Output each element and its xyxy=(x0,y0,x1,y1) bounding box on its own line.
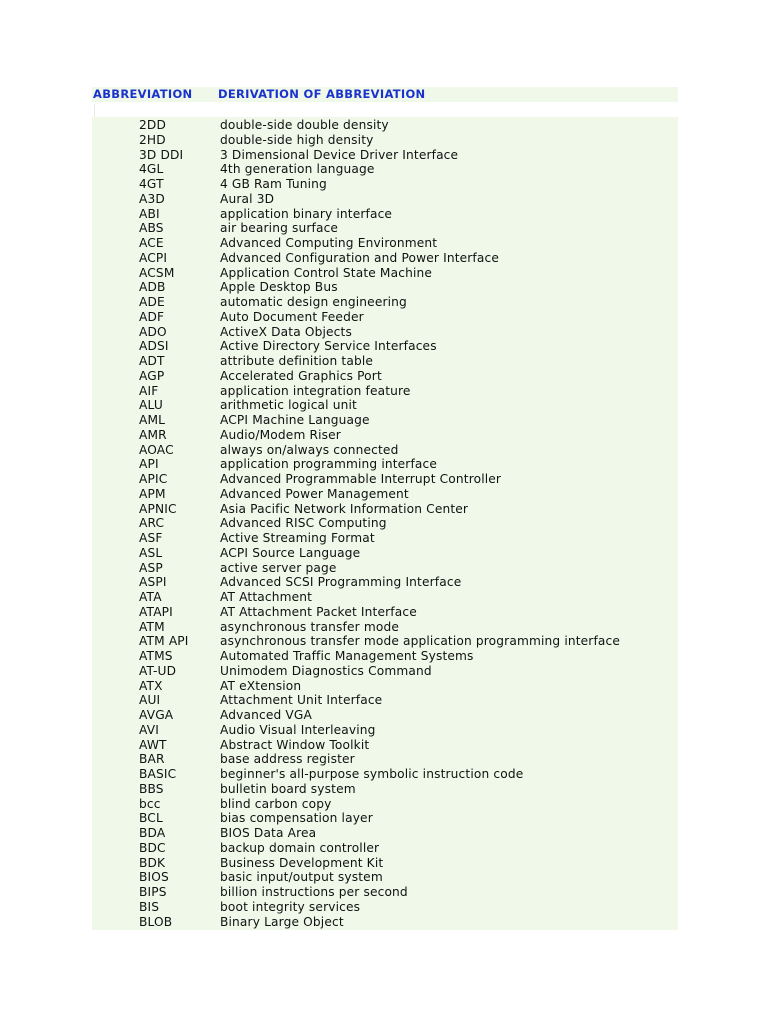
abbreviation-cell: BDA xyxy=(139,826,166,840)
derivation-cell: asynchronous transfer mode application programming interface xyxy=(220,634,621,649)
table-row xyxy=(92,251,678,266)
abbreviation-cell: 2DD xyxy=(139,118,166,132)
abbreviation-cell: ACPI xyxy=(139,250,168,265)
table-row xyxy=(92,266,678,281)
abbreviation-cell: BAR xyxy=(139,752,165,767)
table-row xyxy=(92,295,678,310)
table-row xyxy=(92,797,678,812)
derivation-cell: 4th generation language xyxy=(220,162,375,177)
derivation-cell: Application Control State Machine xyxy=(220,265,433,280)
abbreviation-cell: AVI xyxy=(139,722,159,737)
derivation-cell: active server page xyxy=(220,560,337,575)
table-row xyxy=(92,221,678,236)
derivation-cell: Active Streaming Format xyxy=(220,531,375,545)
derivation-cell: Unimodem Diagnostics Command xyxy=(220,663,432,678)
derivation-cell: 3 Dimensional Device Driver Interface xyxy=(220,147,459,162)
abbreviation-cell: 2HD xyxy=(139,132,166,147)
abbreviation-cell: APM xyxy=(139,486,166,501)
table-row xyxy=(92,841,678,856)
abbreviation-cell: 4GL xyxy=(139,162,164,177)
table-row xyxy=(92,192,678,207)
derivation-cell: arithmetic logical unit xyxy=(220,398,357,413)
abbreviation-cell: A3D xyxy=(139,191,165,206)
abbreviation-cell: ASPI xyxy=(139,575,167,590)
derivation-cell: Asia Pacific Network Information Center xyxy=(220,501,469,516)
derivation-cell: double-side double density xyxy=(220,118,389,132)
derivation-cell: automatic design engineering xyxy=(220,295,407,309)
abbreviation-cell: ADSI xyxy=(139,339,169,354)
table-row xyxy=(92,664,678,679)
abbreviation-cell: BIS xyxy=(139,899,160,914)
abbreviation-cell: ADF xyxy=(139,309,165,324)
abbreviation-cell: ADO xyxy=(139,324,167,339)
abbreviation-cell: ABI xyxy=(139,206,160,221)
table-row xyxy=(92,118,678,133)
table-row xyxy=(92,472,678,487)
derivation-cell: Binary Large Object xyxy=(220,914,344,929)
abbreviation-cell: ATM API xyxy=(139,634,189,649)
table-row xyxy=(92,398,678,413)
derivation-cell: beginner's all-purpose symbolic instruction code xyxy=(220,767,524,781)
abbreviation-cell: AMR xyxy=(139,427,167,442)
abbreviation-cell: ATMS xyxy=(139,649,173,663)
abbreviation-cell: AML xyxy=(139,413,166,427)
abbreviation-cell: ASL xyxy=(139,545,163,560)
table-row xyxy=(92,752,678,767)
table-row xyxy=(92,516,678,531)
derivation-cell: billion instructions per second xyxy=(220,885,408,899)
derivation-cell: application integration feature xyxy=(220,383,411,398)
table-row xyxy=(92,590,678,605)
derivation-cell: base address register xyxy=(220,752,355,767)
table-row xyxy=(92,723,678,738)
table-row xyxy=(92,236,678,251)
table-row xyxy=(92,767,678,782)
table-row xyxy=(92,310,678,325)
derivation-cell: attribute definition table xyxy=(220,354,374,368)
table-row xyxy=(92,575,678,590)
abbreviation-cell: APNIC xyxy=(139,501,177,516)
table-row xyxy=(92,413,678,428)
derivation-cell: bias compensation layer xyxy=(220,811,373,826)
table-row xyxy=(92,457,678,472)
abbreviation-cell: AGP xyxy=(139,368,165,383)
abbreviation-cell: ATX xyxy=(139,678,163,693)
derivation-cell: basic input/output system xyxy=(220,870,383,885)
table-row xyxy=(92,369,678,384)
derivation-cell: application binary interface xyxy=(220,206,393,221)
abbreviation-cell: AUI xyxy=(139,693,161,708)
table-row xyxy=(92,148,678,163)
table-row xyxy=(92,177,678,192)
derivation-cell: Apple Desktop Bus xyxy=(220,280,338,295)
abbreviation-cell: BLOB xyxy=(139,914,173,929)
derivation-cell: Advanced Configuration and Power Interface xyxy=(220,250,499,265)
table-row xyxy=(92,487,678,502)
table-row xyxy=(92,634,678,649)
derivation-cell: Accelerated Graphics Port xyxy=(220,368,382,383)
derivation-cell: 4 GB Ram Tuning xyxy=(220,177,327,191)
table-row xyxy=(92,679,678,694)
table-row xyxy=(92,443,678,458)
table-header xyxy=(92,87,678,102)
derivation-cell: AT Attachment Packet Interface xyxy=(220,604,417,619)
table-row xyxy=(92,502,678,517)
abbreviation-cell: AT-UD xyxy=(139,663,177,678)
derivation-cell: always on/always connected xyxy=(220,442,399,457)
derivation-cell: AT eXtension xyxy=(220,678,302,693)
table-row xyxy=(92,531,678,546)
table-row xyxy=(92,900,678,915)
derivation-cell: ACPI Source Language xyxy=(220,545,361,560)
table-row xyxy=(92,561,678,576)
table-row xyxy=(92,384,678,399)
abbreviation-cell: ALU xyxy=(139,398,163,413)
abbreviation-cell: AOAC xyxy=(139,442,174,457)
table-row xyxy=(92,605,678,620)
derivation-cell: blind carbon copy xyxy=(220,796,332,811)
table-row xyxy=(92,620,678,635)
derivation-cell: Automated Traffic Management Systems xyxy=(220,649,474,663)
abbreviation-table xyxy=(92,117,678,930)
abbreviation-cell: BDC xyxy=(139,840,166,855)
derivation-cell: double-side high density xyxy=(220,132,374,147)
derivation-cell: BIOS Data Area xyxy=(220,826,317,840)
abbreviation-cell: ADE xyxy=(139,295,165,309)
derivation-cell: AT Attachment xyxy=(220,590,313,604)
derivation-cell: asynchronous transfer mode xyxy=(220,619,399,634)
derivation-cell: application programming interface xyxy=(220,457,438,472)
abbreviation-cell: AVGA xyxy=(139,708,174,722)
abbreviation-cell: ASF xyxy=(139,531,163,545)
divider xyxy=(94,104,95,117)
table-row xyxy=(92,546,678,561)
derivation-cell: bulletin board system xyxy=(220,781,356,796)
derivation-cell: Advanced Power Management xyxy=(220,486,409,501)
abbreviation-cell: BDK xyxy=(139,855,166,870)
abbreviation-cell: AIF xyxy=(139,383,159,398)
abbreviation-cell: ABS xyxy=(139,221,164,236)
abbreviation-cell: APIC xyxy=(139,472,168,486)
abbreviation-column-header: ABBREVIATION xyxy=(93,87,193,101)
table-row xyxy=(92,354,678,369)
table-row xyxy=(92,133,678,148)
table-row xyxy=(92,870,678,885)
table-row xyxy=(92,280,678,295)
table-row xyxy=(92,826,678,841)
abbreviation-cell: BCL xyxy=(139,811,163,826)
abbreviation-cell: ADB xyxy=(139,280,166,295)
table-row xyxy=(92,811,678,826)
table-row xyxy=(92,856,678,871)
table-row xyxy=(92,708,678,723)
derivation-cell: boot integrity services xyxy=(220,899,361,914)
derivation-cell: Audio/Modem Riser xyxy=(220,427,341,442)
abbreviation-cell: 3D DDI xyxy=(139,147,184,162)
derivation-cell: Advanced SCSI Programming Interface xyxy=(220,575,462,590)
abbreviation-cell: ACSM xyxy=(139,265,175,280)
abbreviation-cell: ADT xyxy=(139,354,165,368)
table-row xyxy=(92,207,678,222)
derivation-cell: Business Development Kit xyxy=(220,855,384,870)
derivation-column-header: DERIVATION OF ABBREVIATION xyxy=(218,87,426,101)
abbreviation-cell: ATM xyxy=(139,619,165,634)
abbreviation-cell: BBS xyxy=(139,781,164,796)
table-row xyxy=(92,782,678,797)
table-row xyxy=(92,693,678,708)
derivation-cell: backup domain controller xyxy=(220,840,380,855)
abbreviation-cell: bcc xyxy=(139,796,161,811)
table-row xyxy=(92,339,678,354)
abbreviation-cell: ARC xyxy=(139,516,165,531)
derivation-cell: Audio Visual Interleaving xyxy=(220,722,376,737)
table-row xyxy=(92,738,678,753)
abbreviation-cell: 4GT xyxy=(139,177,164,191)
table-row xyxy=(92,885,678,900)
table-row xyxy=(92,649,678,664)
abbreviation-cell: ATA xyxy=(139,590,162,604)
derivation-cell: Active Directory Service Interfaces xyxy=(220,339,437,354)
derivation-cell: Advanced Programmable Interrupt Controller xyxy=(220,472,502,486)
abbreviation-cell: API xyxy=(139,457,159,472)
abbreviation-cell: BASIC xyxy=(139,767,177,781)
table-row xyxy=(92,428,678,443)
derivation-cell: Aural 3D xyxy=(220,191,275,206)
table-row xyxy=(92,915,678,930)
derivation-cell: ACPI Machine Language xyxy=(220,413,370,427)
derivation-cell: Auto Document Feeder xyxy=(220,309,364,324)
table-row xyxy=(92,162,678,177)
derivation-cell: ActiveX Data Objects xyxy=(220,324,352,339)
derivation-cell: air bearing surface xyxy=(220,221,339,236)
derivation-cell: Advanced Computing Environment xyxy=(220,236,438,250)
abbreviation-cell: ATAPI xyxy=(139,604,173,619)
abbreviation-cell: BIPS xyxy=(139,885,167,899)
derivation-cell: Attachment Unit Interface xyxy=(220,693,383,708)
table-row xyxy=(92,325,678,340)
abbreviation-cell: ACE xyxy=(139,236,164,250)
abbreviation-cell: ASP xyxy=(139,560,163,575)
derivation-cell: Abstract Window Toolkit xyxy=(220,737,370,752)
abbreviation-cell: AWT xyxy=(139,737,167,752)
derivation-cell: Advanced VGA xyxy=(220,708,312,722)
abbreviation-cell: BIOS xyxy=(139,870,169,885)
derivation-cell: Advanced RISC Computing xyxy=(220,516,387,531)
